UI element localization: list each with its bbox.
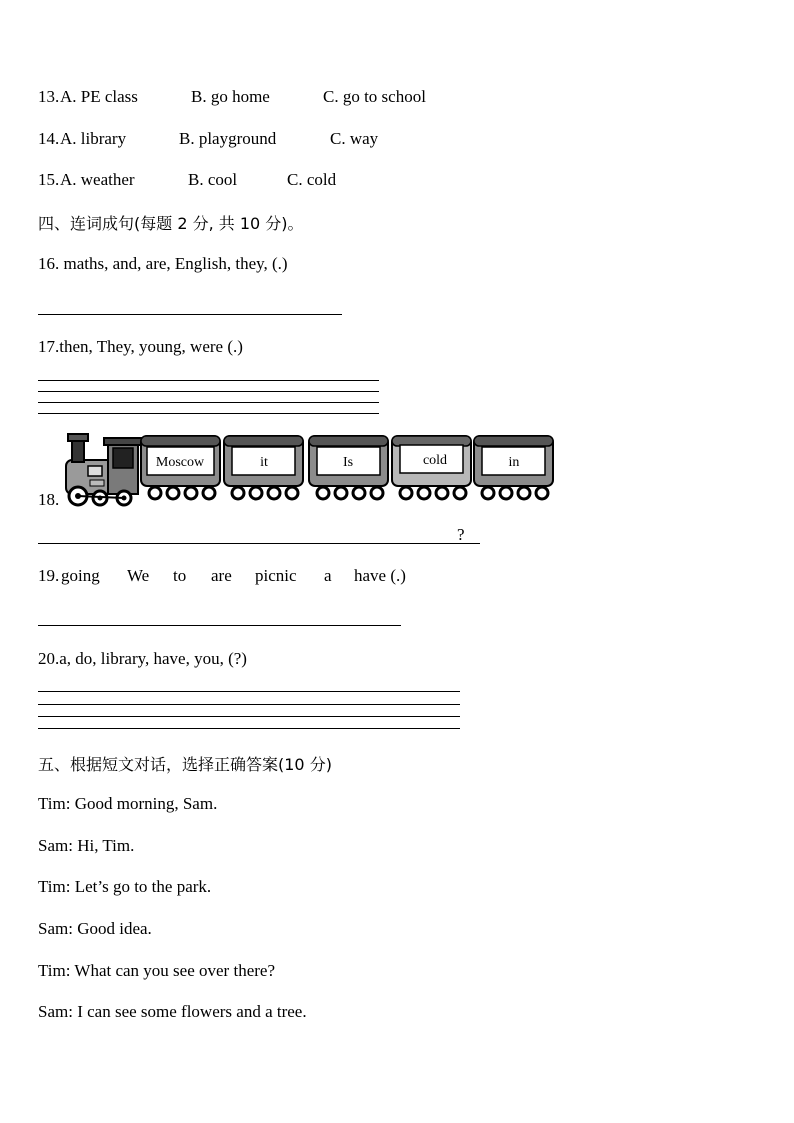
train-word: Moscow <box>155 455 205 470</box>
train-car <box>474 436 553 499</box>
train-word: it <box>260 455 268 470</box>
option-b: B. cool <box>188 170 238 189</box>
question-18-number: 18. <box>38 490 60 509</box>
answer-line <box>38 314 342 315</box>
option-b: B. playground <box>179 129 277 148</box>
option-c: C. cold <box>287 170 337 189</box>
answer-line <box>38 543 480 544</box>
option-c: C. go to school <box>323 87 426 106</box>
option-a: A. library <box>60 129 127 148</box>
question-number: 14. <box>38 129 60 148</box>
train-car <box>392 436 471 499</box>
dialogue-line: Sam: Hi, Tim. <box>38 836 135 855</box>
option-a: A. weather <box>60 170 135 189</box>
dialogue-line: Sam: Good idea. <box>38 919 152 938</box>
question-20: 20.a, do, library, have, you, (?) <box>38 649 247 668</box>
answer-line <box>38 716 460 717</box>
answer-line <box>38 728 460 729</box>
answer-line <box>38 625 401 626</box>
question-16: 16. maths, and, are, English, they, (.) <box>38 254 288 273</box>
word: to <box>173 566 187 585</box>
dialogue-line: Tim: What can you see over there? <box>38 961 275 980</box>
option-b: B. go home <box>191 87 270 106</box>
locomotive <box>66 434 142 505</box>
question-17: 17.then, They, young, were (.) <box>38 337 243 356</box>
answer-line <box>38 380 379 381</box>
train-word: Is <box>342 455 354 470</box>
word: are <box>211 566 232 585</box>
question-number: 19. <box>38 566 60 585</box>
train-car <box>309 436 388 499</box>
option-c: C. way <box>330 129 379 148</box>
train-car <box>224 436 303 499</box>
word: We <box>127 566 150 585</box>
option-a: A. PE class <box>60 87 138 106</box>
word: have (.) <box>354 566 406 585</box>
word: picnic <box>255 566 297 585</box>
word: a <box>324 566 332 585</box>
question-number: 13. <box>38 87 60 106</box>
answer-line <box>38 704 460 705</box>
train-word: cold <box>422 453 448 468</box>
section-4-heading: 四、连词成句(每题 2 分, 共 10 分)。 <box>38 214 304 233</box>
train-car <box>141 436 220 499</box>
dialogue-line: Tim: Good morning, Sam. <box>38 794 218 813</box>
answer-line <box>38 402 379 403</box>
dialogue-line: Tim: Let’s go to the park. <box>38 877 212 896</box>
section-5-heading: 五、根据短文对话，选择正确答案(10 分) <box>38 755 332 774</box>
dialogue-line: Sam: I can see some flowers and a tree. <box>38 1002 307 1021</box>
question-mark: ? <box>457 525 465 544</box>
train-word: in <box>508 455 520 470</box>
answer-line <box>38 391 379 392</box>
question-number: 15. <box>38 170 60 189</box>
answer-line <box>38 691 460 692</box>
answer-line <box>38 413 379 414</box>
word: going <box>61 566 100 585</box>
train-illustration <box>58 430 558 508</box>
